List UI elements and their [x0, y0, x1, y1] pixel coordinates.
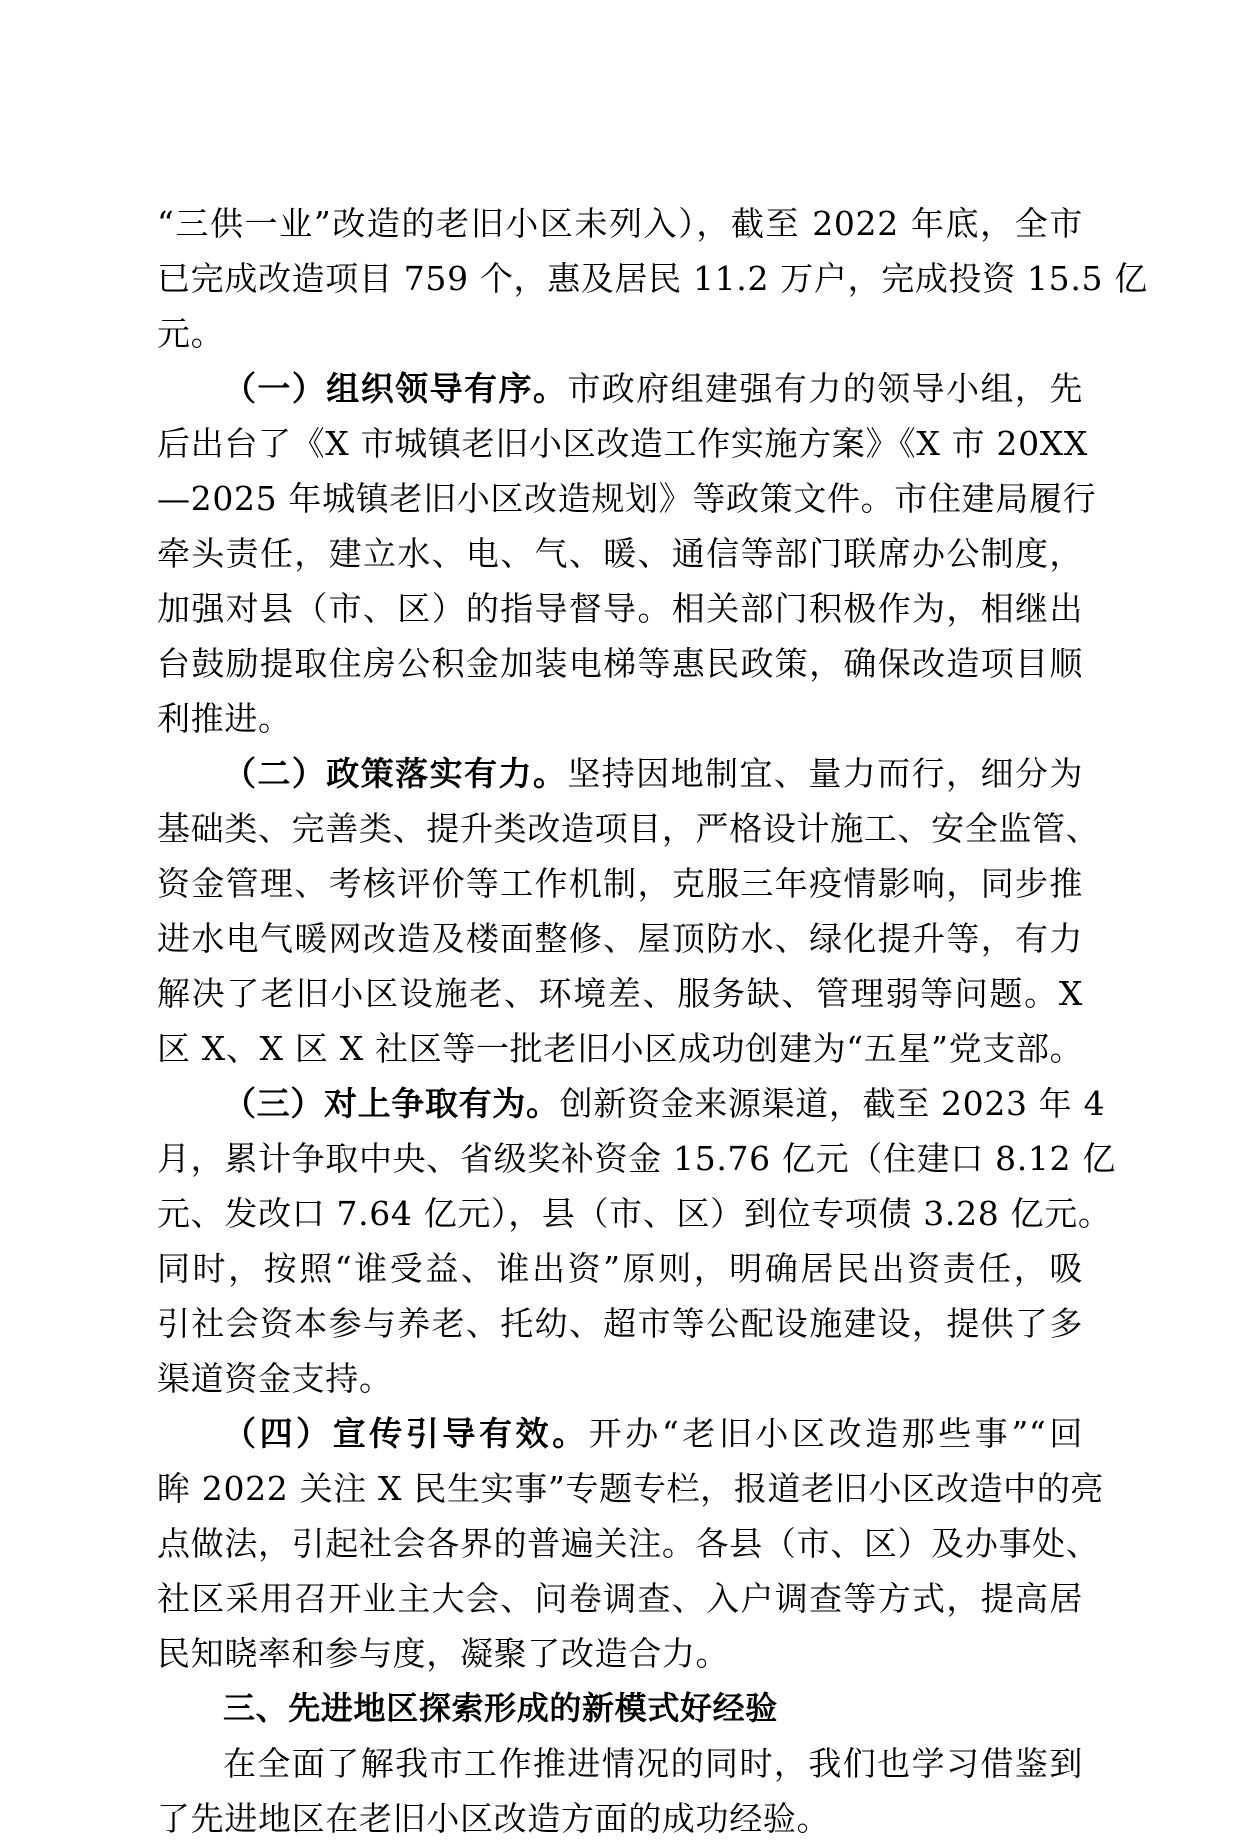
- section2-title: （二）政策落实有力。: [223, 754, 568, 793]
- intro-line: 已完成改造项目 759 个，惠及居民 11.2 万户，完成投资 15.5 亿: [157, 259, 1148, 298]
- section3-line: 元、发改口 7.64 亿元），县（市、区）到位专项债 3.28 亿元。: [157, 1194, 1112, 1233]
- section1-first-line: [157, 361, 1083, 416]
- closing-line: 了先进地区在老旧小区改造方面的成功经验。: [157, 1799, 831, 1838]
- section1-line: —2025 年城镇老旧小区改造规划》等政策文件。市住建局履行: [157, 479, 1097, 518]
- section4-title: （四）宣传引导有效。: [223, 1414, 589, 1453]
- section1-title: （一）组织领导有序。: [223, 369, 568, 408]
- section1-text: 市政府组建强有力的领导小组，先: [567, 369, 1083, 408]
- section4-first-line: [157, 1406, 1083, 1461]
- section2-line: 进水电气暖网改造及楼面整修、屋顶防水、绿化提升等，有力: [157, 919, 1083, 958]
- section1-line: 后出台了《X 市城镇老旧小区改造工作实施方案》《X 市 20XX: [157, 424, 1089, 463]
- section2-line: 基础类、完善类、提升类改造项目，严格设计施工、安全监管、: [157, 809, 1100, 848]
- section1-line: 利推进。: [157, 699, 292, 738]
- section2-line: 区 X、X 区 X 社区等一批老旧小区成功创建为“五星”党支部。: [157, 1029, 1084, 1068]
- section1-line: 台鼓励提取住房公积金加装电梯等惠民政策，确保改造项目顺: [157, 644, 1083, 683]
- section3-title: （三）对上争取有为。: [223, 1084, 560, 1123]
- section-heading: 三、先进地区探索形成的新模式好经验: [223, 1689, 778, 1727]
- section2-line: 资金管理、考核评价等工作机制，克服三年疫情影响，同步推: [157, 864, 1083, 903]
- section3-line: 月，累计争取中央、省级奖补资金 15.76 亿元（住建口 8.12 亿: [157, 1139, 1117, 1178]
- section4-line: 社区采用召开业主大会、问卷调查、入户调查等方式，提高居: [157, 1579, 1083, 1618]
- section3-line: 渠道资金支持。: [157, 1359, 393, 1398]
- section4-line: 眸 2022 关注 X 民生实事”专题专栏，报道老旧小区改造中的亮: [157, 1469, 1105, 1508]
- intro-line: 元。: [157, 314, 225, 353]
- section4-line: 民知晓率和参与度，凝聚了改造合力。: [157, 1634, 730, 1673]
- section1-line: 加强对县（市、区）的指导督导。相关部门积极作为，相继出: [157, 589, 1083, 628]
- section3-first-line: [157, 1076, 1106, 1131]
- section4-text: 开办“老旧小区改造那些事”“回: [588, 1414, 1083, 1453]
- section3-line: 引社会资本参与养老、托幼、超市等公配设施建设，提供了多: [157, 1304, 1083, 1343]
- section2-first-line: [157, 746, 1083, 801]
- closing-line: 在全面了解我市工作推进情况的同时，我们也学习借鉴到: [223, 1744, 1083, 1783]
- section2-text: 坚持因地制宜、量力而行，细分为: [567, 754, 1083, 793]
- section4-line: 点做法，引起社会各界的普遍关注。各县（市、区）及办事处、: [157, 1524, 1100, 1563]
- section3-text: 创新资金来源渠道，截至 2023 年 4: [559, 1084, 1106, 1123]
- intro-line: “三供一业”改造的老旧小区未列入），截至 2022 年底，全市: [157, 204, 1083, 243]
- document-body: [157, 196, 1148, 1846]
- section1-line: 牵头责任，建立水、电、气、暖、通信等部门联席办公制度，: [157, 534, 1083, 573]
- section3-line: 同时，按照“谁受益、谁出资”原则，明确居民出资责任，吸: [157, 1249, 1083, 1288]
- section2-line: 解决了老旧小区设施老、环境差、服务缺、管理弱等问题。X: [157, 974, 1083, 1013]
